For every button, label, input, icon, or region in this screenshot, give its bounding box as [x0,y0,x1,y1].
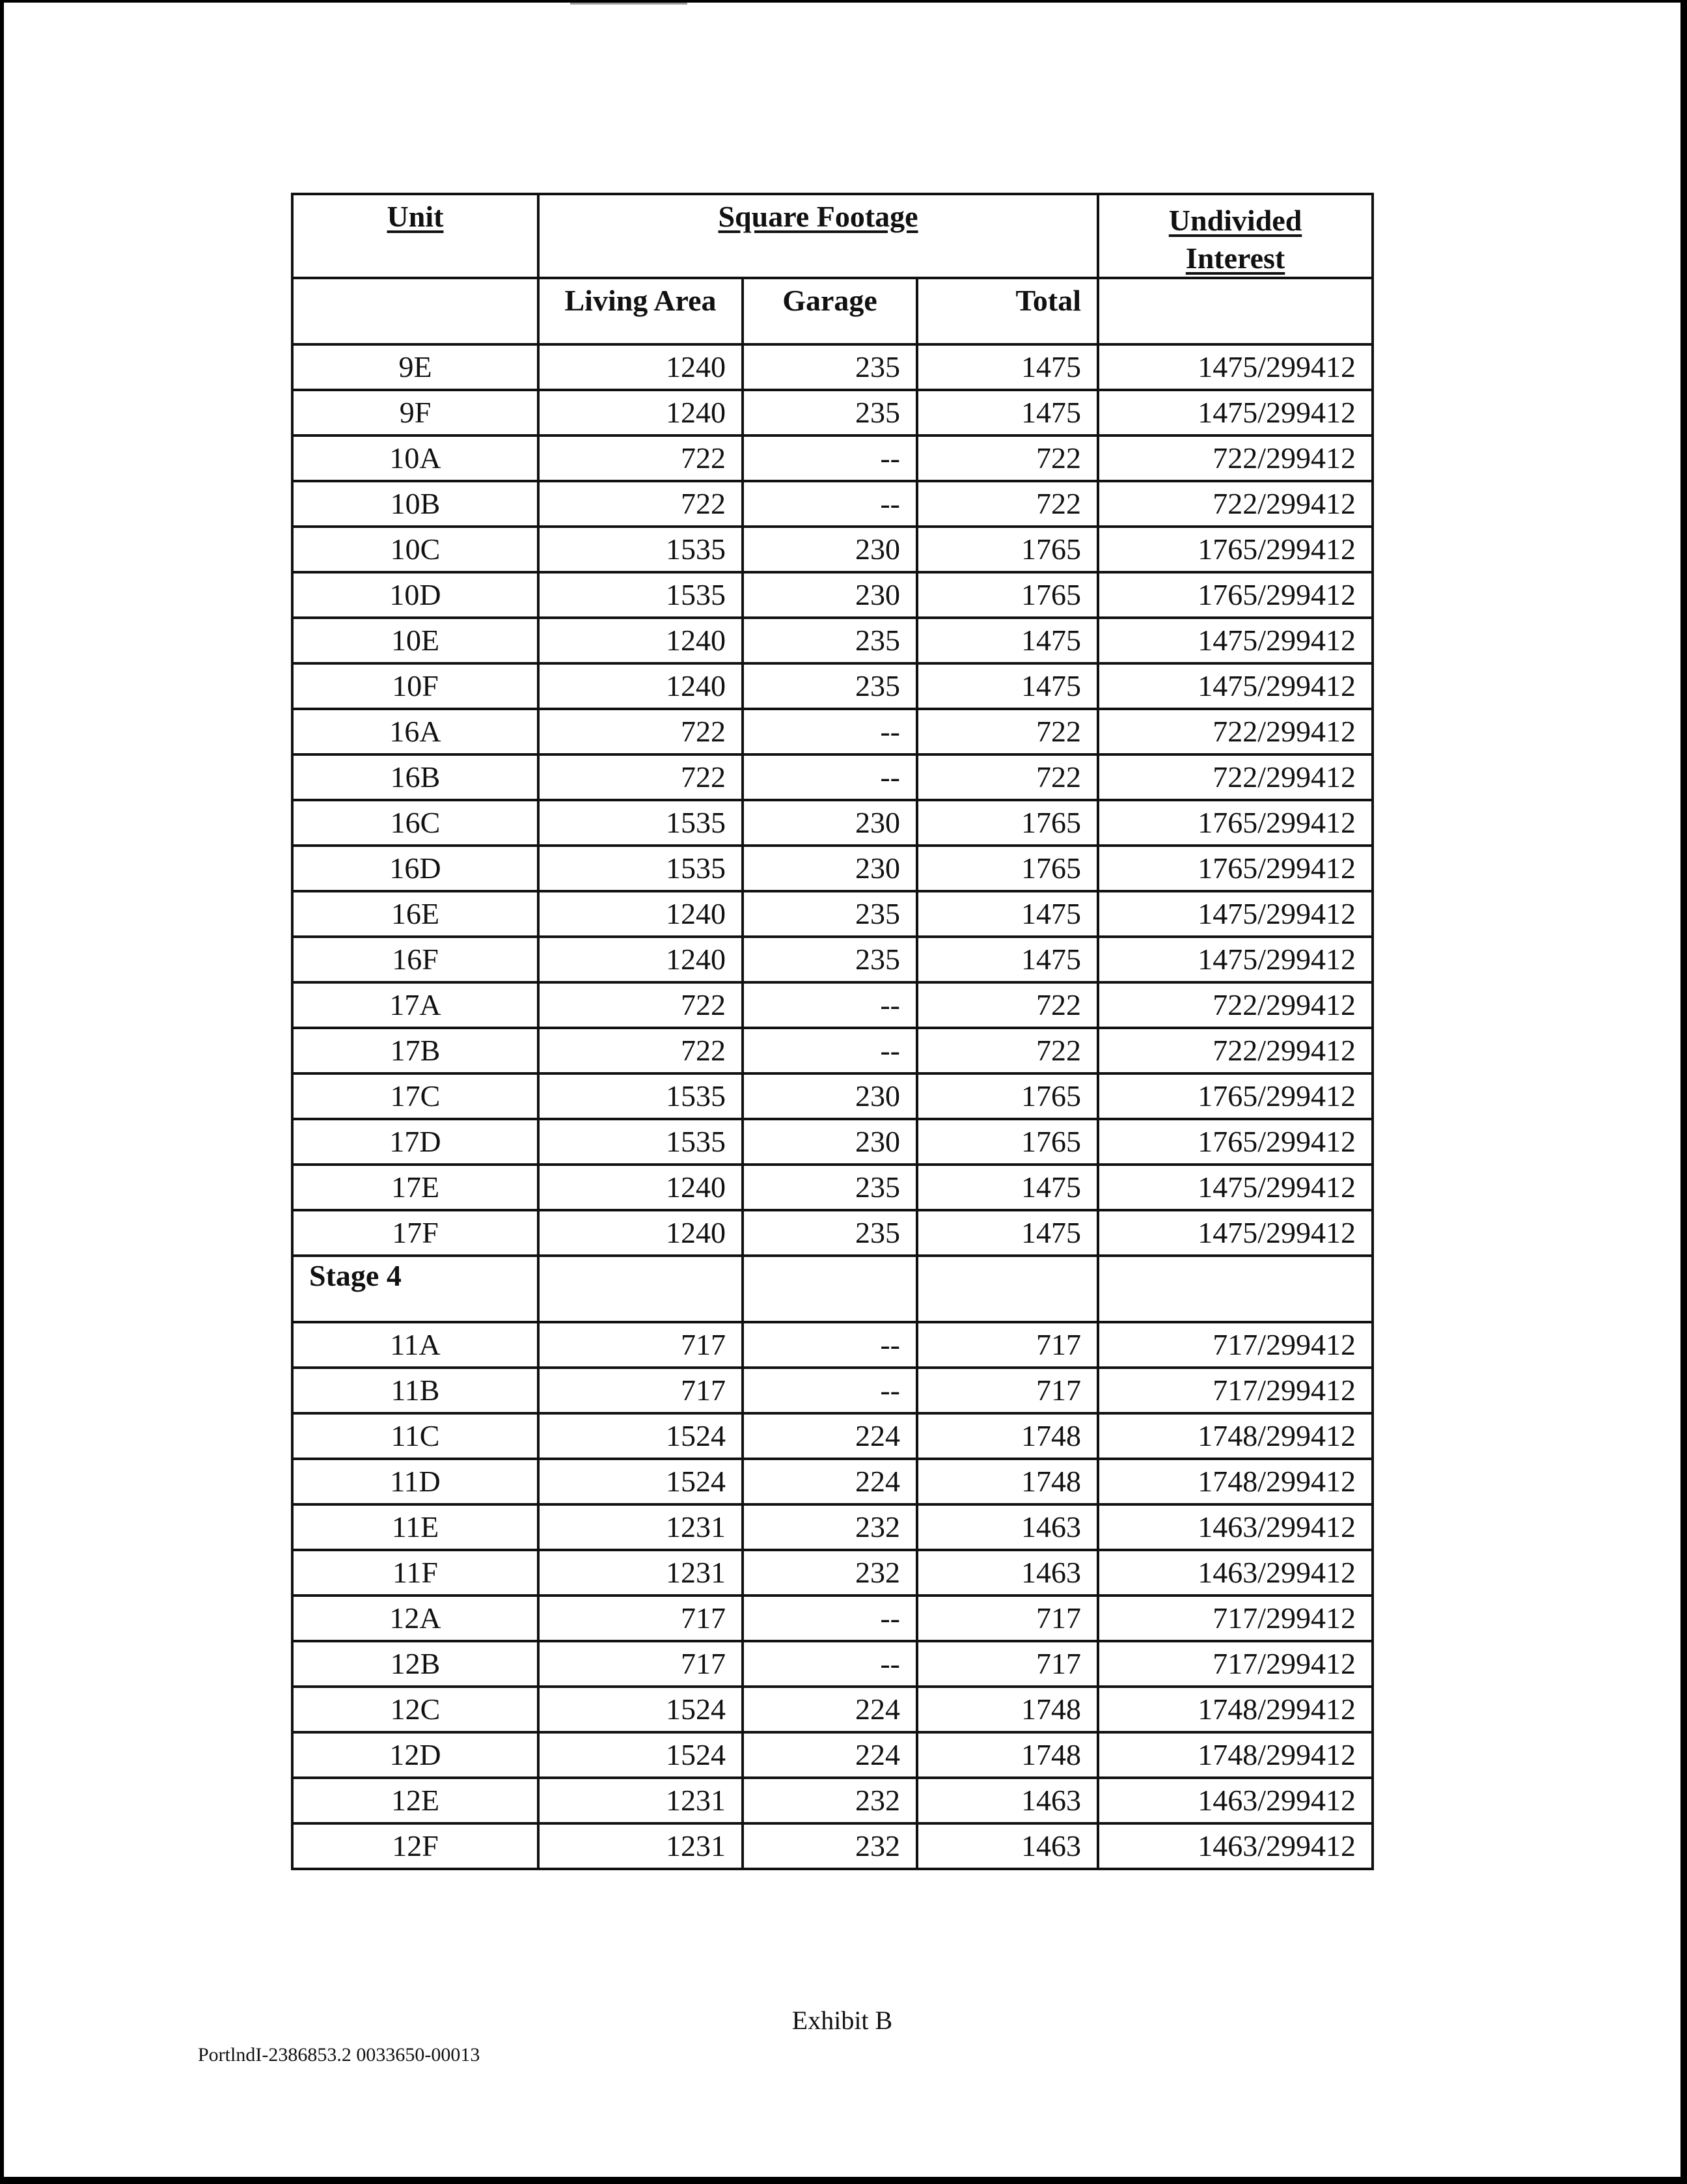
interest-cell: 1475/299412 [1098,618,1373,663]
document-id: PortlndI-2386853.2 0033650-00013 [198,2044,480,2066]
table-row [292,1119,1373,1165]
living-area-cell: 1231 [538,1823,743,1869]
total-cell: 722 [917,481,1098,527]
unit-cell: 9E [292,344,538,390]
unit-cell: 17A [292,982,538,1028]
interest-cell: 1748/299412 [1098,1687,1373,1732]
unit-cell: 10A [292,435,538,481]
interest-cell: 1765/299412 [1098,527,1373,572]
unit-cell: 11A [292,1322,538,1368]
total-cell: 722 [917,435,1098,481]
interest-cell: 722/299412 [1098,982,1373,1028]
unit-cell: 17D [292,1119,538,1165]
total-cell: 717 [917,1368,1098,1413]
garage-cell: -- [743,1641,917,1687]
garage-cell: 230 [743,1119,917,1165]
garage-cell: 235 [743,1210,917,1256]
total-cell: 1475 [917,1210,1098,1256]
table-row [292,572,1373,618]
unit-header: Unit [292,194,538,278]
garage-cell: 232 [743,1550,917,1596]
interest-cell: 1765/299412 [1098,1073,1373,1119]
interest-cell: 717/299412 [1098,1368,1373,1413]
square-footage-header: Square Footage [538,194,1098,278]
living-area-cell: 1535 [538,846,743,891]
garage-cell: 230 [743,572,917,618]
unit-cell: 17C [292,1073,538,1119]
living-area-cell: 1535 [538,1073,743,1119]
unit-cell: 10D [292,572,538,618]
garage-cell: 224 [743,1459,917,1504]
unit-cell: 12D [292,1732,538,1778]
living-area-cell: 1231 [538,1778,743,1823]
interest-cell: 717/299412 [1098,1322,1373,1368]
total-cell: 1463 [917,1778,1098,1823]
unit-cell: 11C [292,1413,538,1459]
total-cell: 1748 [917,1413,1098,1459]
living-area-cell: 722 [538,1028,743,1073]
interest-cell: 1475/299412 [1098,344,1373,390]
stage-empty-cell [538,1256,743,1322]
table-row [292,527,1373,572]
unit-cell: 12A [292,1596,538,1641]
total-cell: 1475 [917,344,1098,390]
unit-subheader-empty [292,278,538,344]
total-cell: 717 [917,1641,1098,1687]
living-area-cell: 1535 [538,527,743,572]
table-row [292,390,1373,435]
living-area-cell: 1240 [538,663,743,709]
living-area-cell: 717 [538,1368,743,1413]
table-row [292,1165,1373,1210]
total-cell: 1765 [917,527,1098,572]
garage-cell: 232 [743,1778,917,1823]
interest-cell: 1765/299412 [1098,800,1373,846]
garage-cell: -- [743,982,917,1028]
garage-cell: 224 [743,1413,917,1459]
table-row [292,344,1373,390]
garage-cell: 235 [743,663,917,709]
living-area-cell: 722 [538,435,743,481]
garage-cell: -- [743,435,917,481]
table-row [292,1641,1373,1687]
total-cell: 1475 [917,618,1098,663]
table-row [292,663,1373,709]
interest-cell: 1765/299412 [1098,846,1373,891]
table-row [292,1413,1373,1459]
unit-cell: 16F [292,937,538,982]
garage-cell: 230 [743,846,917,891]
interest-cell: 717/299412 [1098,1596,1373,1641]
exhibit-label: Exhibit B [791,2006,893,2035]
living-area-cell: 1240 [538,344,743,390]
living-area-cell: 1231 [538,1504,743,1550]
table-row [292,891,1373,937]
unit-cell: 16E [292,891,538,937]
total-cell: 1748 [917,1459,1098,1504]
unit-cell: 11B [292,1368,538,1413]
total-cell: 1748 [917,1687,1098,1732]
total-cell: 1475 [917,663,1098,709]
unit-cell: 16D [292,846,538,891]
garage-cell: 232 [743,1504,917,1550]
table-row [292,754,1373,800]
interest-cell: 1463/299412 [1098,1823,1373,1869]
interest-cell: 1475/299412 [1098,1210,1373,1256]
living-area-cell: 1535 [538,572,743,618]
unit-cell: 10B [292,481,538,527]
table-row [292,1028,1373,1073]
table-row [292,1732,1373,1778]
interest-cell: 1748/299412 [1098,1459,1373,1504]
table-row [292,618,1373,663]
living-area-cell: 1240 [538,390,743,435]
stage-empty-cell [1098,1256,1373,1322]
garage-cell: 235 [743,390,917,435]
table-row [292,1073,1373,1119]
unit-cell: 16B [292,754,538,800]
interest-cell: 1748/299412 [1098,1413,1373,1459]
table-row [292,435,1373,481]
interest-cell: 1463/299412 [1098,1504,1373,1550]
unit-cell: 17E [292,1165,538,1210]
interest-cell: 722/299412 [1098,1028,1373,1073]
total-cell: 1748 [917,1732,1098,1778]
table-row [292,800,1373,846]
garage-cell: 235 [743,937,917,982]
garage-cell: -- [743,1322,917,1368]
unit-cell: 11E [292,1504,538,1550]
table-row [292,1550,1373,1596]
unit-cell: 12F [292,1823,538,1869]
unit-cell: 11F [292,1550,538,1596]
undivided-interest-header: Undivided Interest [1098,194,1373,278]
living-area-cell: 1240 [538,1210,743,1256]
table-row [292,846,1373,891]
total-cell: 1463 [917,1550,1098,1596]
living-area-cell: 722 [538,982,743,1028]
unit-cell: 9F [292,390,538,435]
living-area-cell: 1524 [538,1687,743,1732]
garage-cell: 224 [743,1732,917,1778]
table-row [292,1596,1373,1641]
living-area-cell: 722 [538,481,743,527]
interest-cell: 1475/299412 [1098,937,1373,982]
unit-cell: 17F [292,1210,538,1256]
garage-cell: -- [743,1028,917,1073]
total-cell: 722 [917,982,1098,1028]
garage-cell: -- [743,1596,917,1641]
living-area-cell: 1535 [538,1119,743,1165]
total-cell: 1475 [917,937,1098,982]
garage-cell: 235 [743,891,917,937]
living-area-cell: 717 [538,1596,743,1641]
interest-cell: 1748/299412 [1098,1732,1373,1778]
interest-subheader-empty [1098,278,1373,344]
table-row [292,982,1373,1028]
garage-header: Garage [743,278,917,344]
unit-cell: 17B [292,1028,538,1073]
living-area-cell: 1524 [538,1413,743,1459]
interest-cell: 722/299412 [1098,709,1373,754]
unit-cell: 10F [292,663,538,709]
unit-cell: 12B [292,1641,538,1687]
total-cell: 1765 [917,800,1098,846]
total-cell: 1475 [917,390,1098,435]
total-cell: 1765 [917,572,1098,618]
garage-cell: 230 [743,527,917,572]
table-row [292,1368,1373,1413]
unit-cell: 10E [292,618,538,663]
garage-cell: -- [743,481,917,527]
living-area-cell: 1240 [538,891,743,937]
interest-cell: 1475/299412 [1098,663,1373,709]
total-header: Total [917,278,1098,344]
header-row-2 [292,278,1373,344]
living-area-cell: 717 [538,1641,743,1687]
stage-empty-cell [743,1256,917,1322]
table-body [292,194,1373,1869]
total-cell: 1463 [917,1823,1098,1869]
total-cell: 717 [917,1596,1098,1641]
living-area-cell: 722 [538,709,743,754]
living-area-cell: 1240 [538,937,743,982]
total-cell: 1475 [917,891,1098,937]
unit-cell: 10C [292,527,538,572]
scan-mark [570,3,687,5]
living-area-cell: 1240 [538,1165,743,1210]
table-row [292,1687,1373,1732]
unit-cell: 16A [292,709,538,754]
garage-cell: 232 [743,1823,917,1869]
interest-cell: 1765/299412 [1098,1119,1373,1165]
living-area-cell: 1535 [538,800,743,846]
total-cell: 717 [917,1322,1098,1368]
living-area-cell: 722 [538,754,743,800]
document-page [4,3,1680,2177]
unit-cell: 12C [292,1687,538,1732]
unit-cell: 16C [292,800,538,846]
living-area-cell: 1240 [538,618,743,663]
garage-cell: 224 [743,1687,917,1732]
stage-label: Stage 4 [292,1256,538,1322]
total-cell: 1765 [917,846,1098,891]
living-area-cell: 717 [538,1322,743,1368]
total-cell: 722 [917,709,1098,754]
interest-cell: 722/299412 [1098,435,1373,481]
garage-cell: 230 [743,800,917,846]
interest-cell: 1475/299412 [1098,1165,1373,1210]
table-row [292,1778,1373,1823]
total-cell: 722 [917,1028,1098,1073]
total-cell: 722 [917,754,1098,800]
interest-cell: 1463/299412 [1098,1550,1373,1596]
unit-square-footage-table [291,193,1374,1870]
garage-cell: 235 [743,344,917,390]
stage-empty-cell [917,1256,1098,1322]
table-row [292,1210,1373,1256]
table-row [292,1459,1373,1504]
interest-cell: 1765/299412 [1098,572,1373,618]
table-row [292,1823,1373,1869]
unit-cell: 11D [292,1459,538,1504]
total-cell: 1765 [917,1073,1098,1119]
living-area-header: Living Area [538,278,743,344]
interest-cell: 1463/299412 [1098,1778,1373,1823]
garage-cell: 235 [743,1165,917,1210]
garage-cell: 235 [743,618,917,663]
interest-cell: 722/299412 [1098,481,1373,527]
garage-cell: -- [743,709,917,754]
garage-cell: -- [743,1368,917,1413]
header-row-1 [292,194,1373,278]
stage-row [292,1256,1373,1322]
table-row [292,481,1373,527]
unit-cell: 12E [292,1778,538,1823]
interest-cell: 1475/299412 [1098,390,1373,435]
interest-cell: 722/299412 [1098,754,1373,800]
living-area-cell: 1524 [538,1459,743,1504]
total-cell: 1475 [917,1165,1098,1210]
garage-cell: -- [743,754,917,800]
living-area-cell: 1231 [538,1550,743,1596]
table-row [292,709,1373,754]
table-row [292,1322,1373,1368]
total-cell: 1765 [917,1119,1098,1165]
garage-cell: 230 [743,1073,917,1119]
total-cell: 1463 [917,1504,1098,1550]
table-row [292,937,1373,982]
interest-cell: 1475/299412 [1098,891,1373,937]
interest-cell: 717/299412 [1098,1641,1373,1687]
living-area-cell: 1524 [538,1732,743,1778]
table-row [292,1504,1373,1550]
